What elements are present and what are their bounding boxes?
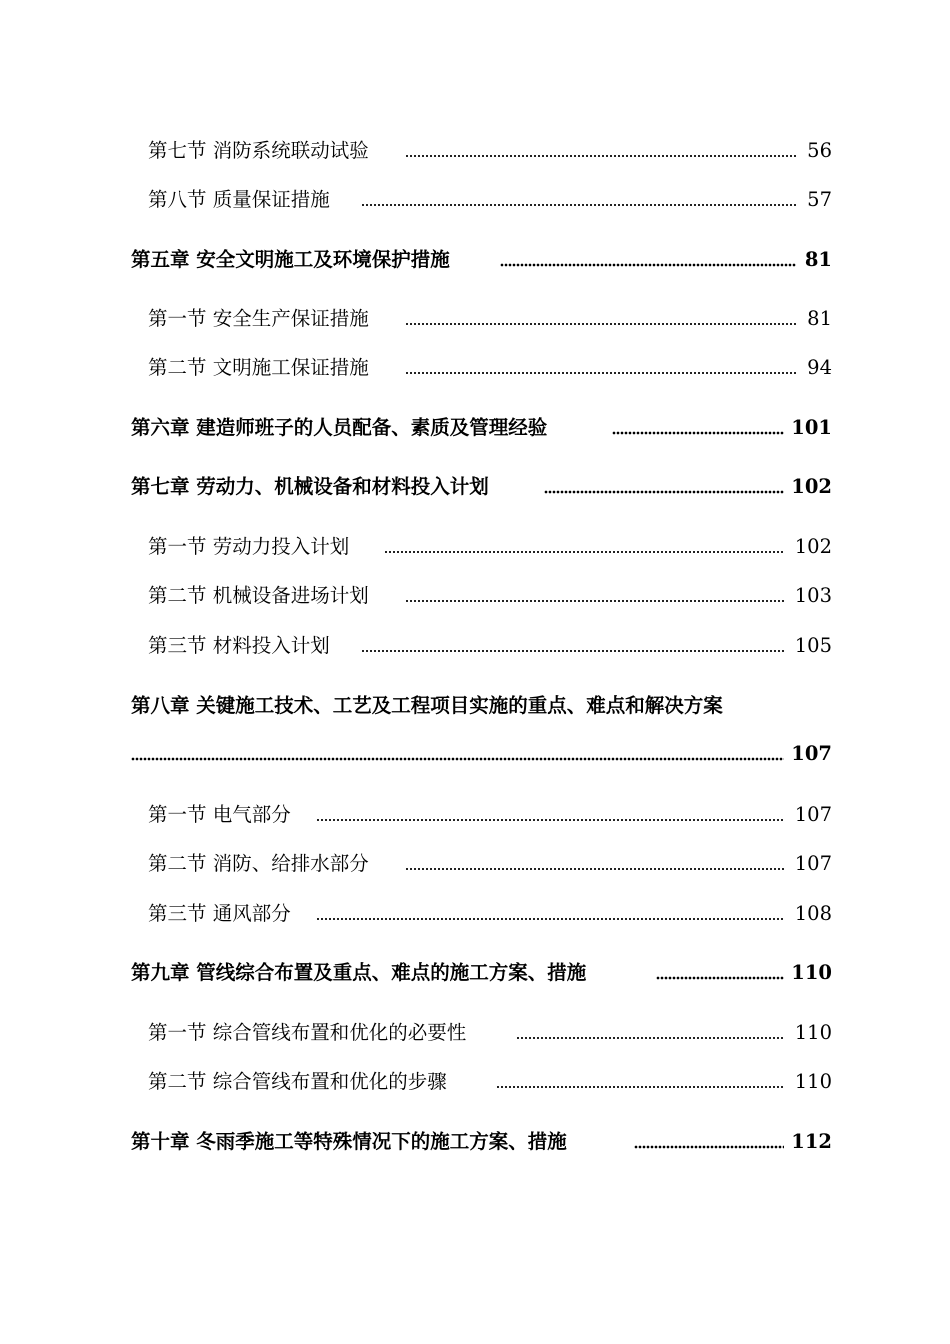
toc-entry-page: 103 bbox=[794, 584, 832, 607]
toc-entry-page: 107 bbox=[791, 742, 832, 765]
toc-entry-section[interactable] bbox=[0, 1069, 950, 1095]
toc-entry-page: 110 bbox=[794, 1021, 832, 1044]
toc-entry-chapter[interactable] bbox=[0, 415, 950, 441]
toc-entry-page: 105 bbox=[794, 634, 832, 657]
toc-entry-section[interactable] bbox=[0, 355, 950, 381]
toc-entry-label: 第二节 综合管线布置和优化的步骤 bbox=[148, 1070, 447, 1093]
dot-leader bbox=[634, 1145, 784, 1149]
dot-leader bbox=[516, 1036, 784, 1040]
dot-leader bbox=[405, 154, 796, 158]
toc-entry-chapter[interactable] bbox=[0, 247, 950, 273]
toc-entry-label: 第一节 安全生产保证措施 bbox=[148, 307, 369, 330]
toc-entry-chapter-title[interactable] bbox=[0, 693, 950, 719]
toc-entry-label: 第三节 材料投入计划 bbox=[148, 634, 330, 657]
toc-entry-label: 第八章 关键施工技术、工艺及工程项目实施的重点、难点和解决方案 bbox=[131, 694, 723, 717]
dot-leader bbox=[405, 322, 796, 326]
toc-entry-label: 第一节 综合管线布置和优化的必要性 bbox=[148, 1021, 467, 1044]
toc-entry-page: 56 bbox=[807, 139, 832, 162]
toc-entry-section[interactable] bbox=[0, 901, 950, 927]
toc-entry-page: 57 bbox=[807, 188, 832, 211]
toc-entry-page: 107 bbox=[794, 803, 832, 826]
toc-entry-section[interactable] bbox=[0, 633, 950, 659]
toc-entry-label: 第六章 建造师班子的人员配备、素质及管理经验 bbox=[131, 416, 548, 439]
toc-entry-label: 第五章 安全文明施工及环境保护措施 bbox=[131, 248, 450, 271]
toc-entry-label: 第二节 文明施工保证措施 bbox=[148, 356, 369, 379]
toc-entry-page: 81 bbox=[807, 307, 832, 330]
dot-leader bbox=[384, 550, 784, 554]
dot-leader bbox=[405, 371, 796, 375]
dot-leader bbox=[544, 490, 784, 494]
toc-entry-label: 第一节 电气部分 bbox=[148, 803, 291, 826]
toc-entry-label: 第七节 消防系统联动试验 bbox=[148, 139, 369, 162]
toc-entry-label: 第七章 劳动力、机械设备和材料投入计划 bbox=[131, 475, 489, 498]
dot-leader bbox=[405, 867, 784, 871]
toc-entry-chapter[interactable] bbox=[0, 960, 950, 986]
dot-leader bbox=[316, 917, 784, 921]
toc-entry-label: 第十章 冬雨季施工等特殊情况下的施工方案、措施 bbox=[131, 1130, 567, 1153]
toc-entry-section[interactable] bbox=[0, 802, 950, 828]
toc-entry-page: 102 bbox=[791, 475, 832, 498]
dot-leader bbox=[361, 203, 796, 207]
toc-entry-section[interactable] bbox=[0, 851, 950, 877]
toc-entry-section[interactable] bbox=[0, 187, 950, 213]
toc-entry-label: 第八节 质量保证措施 bbox=[148, 188, 330, 211]
toc-entry-label: 第一节 劳动力投入计划 bbox=[148, 535, 350, 558]
dot-leader bbox=[496, 1085, 784, 1089]
toc-entry-section[interactable] bbox=[0, 583, 950, 609]
toc-entry-section[interactable] bbox=[0, 1020, 950, 1046]
toc-entry-label: 第三节 通风部分 bbox=[148, 902, 291, 925]
toc-entry-section[interactable] bbox=[0, 138, 950, 164]
toc-entry-page: 102 bbox=[794, 535, 832, 558]
dot-leader bbox=[131, 757, 784, 761]
toc-entry-chapter[interactable] bbox=[0, 474, 950, 500]
toc-entry-page: 101 bbox=[791, 416, 832, 439]
toc-entry-page: 110 bbox=[794, 1070, 832, 1093]
dot-leader bbox=[500, 263, 796, 267]
toc-entry-page: 108 bbox=[794, 902, 832, 925]
toc-entry-page: 110 bbox=[791, 961, 832, 984]
toc-entry-label: 第二节 消防、给排水部分 bbox=[148, 852, 369, 875]
toc-entry-page: 112 bbox=[791, 1130, 832, 1153]
dot-leader bbox=[656, 976, 784, 980]
dot-leader bbox=[612, 431, 784, 435]
toc-entry-label: 第二节 机械设备进场计划 bbox=[148, 584, 369, 607]
toc-entry-section[interactable] bbox=[0, 306, 950, 332]
toc-entry-chapter-leader[interactable] bbox=[0, 741, 950, 767]
dot-leader bbox=[316, 818, 784, 822]
toc-entry-page: 81 bbox=[804, 248, 832, 271]
toc-entry-label: 第九章 管线综合布置及重点、难点的施工方案、措施 bbox=[131, 961, 587, 984]
dot-leader bbox=[405, 599, 784, 603]
toc-entry-section[interactable] bbox=[0, 534, 950, 560]
toc-entry-chapter[interactable] bbox=[0, 1129, 950, 1155]
toc-entry-page: 107 bbox=[794, 852, 832, 875]
toc-entry-page: 94 bbox=[807, 356, 832, 379]
dot-leader bbox=[361, 649, 784, 653]
